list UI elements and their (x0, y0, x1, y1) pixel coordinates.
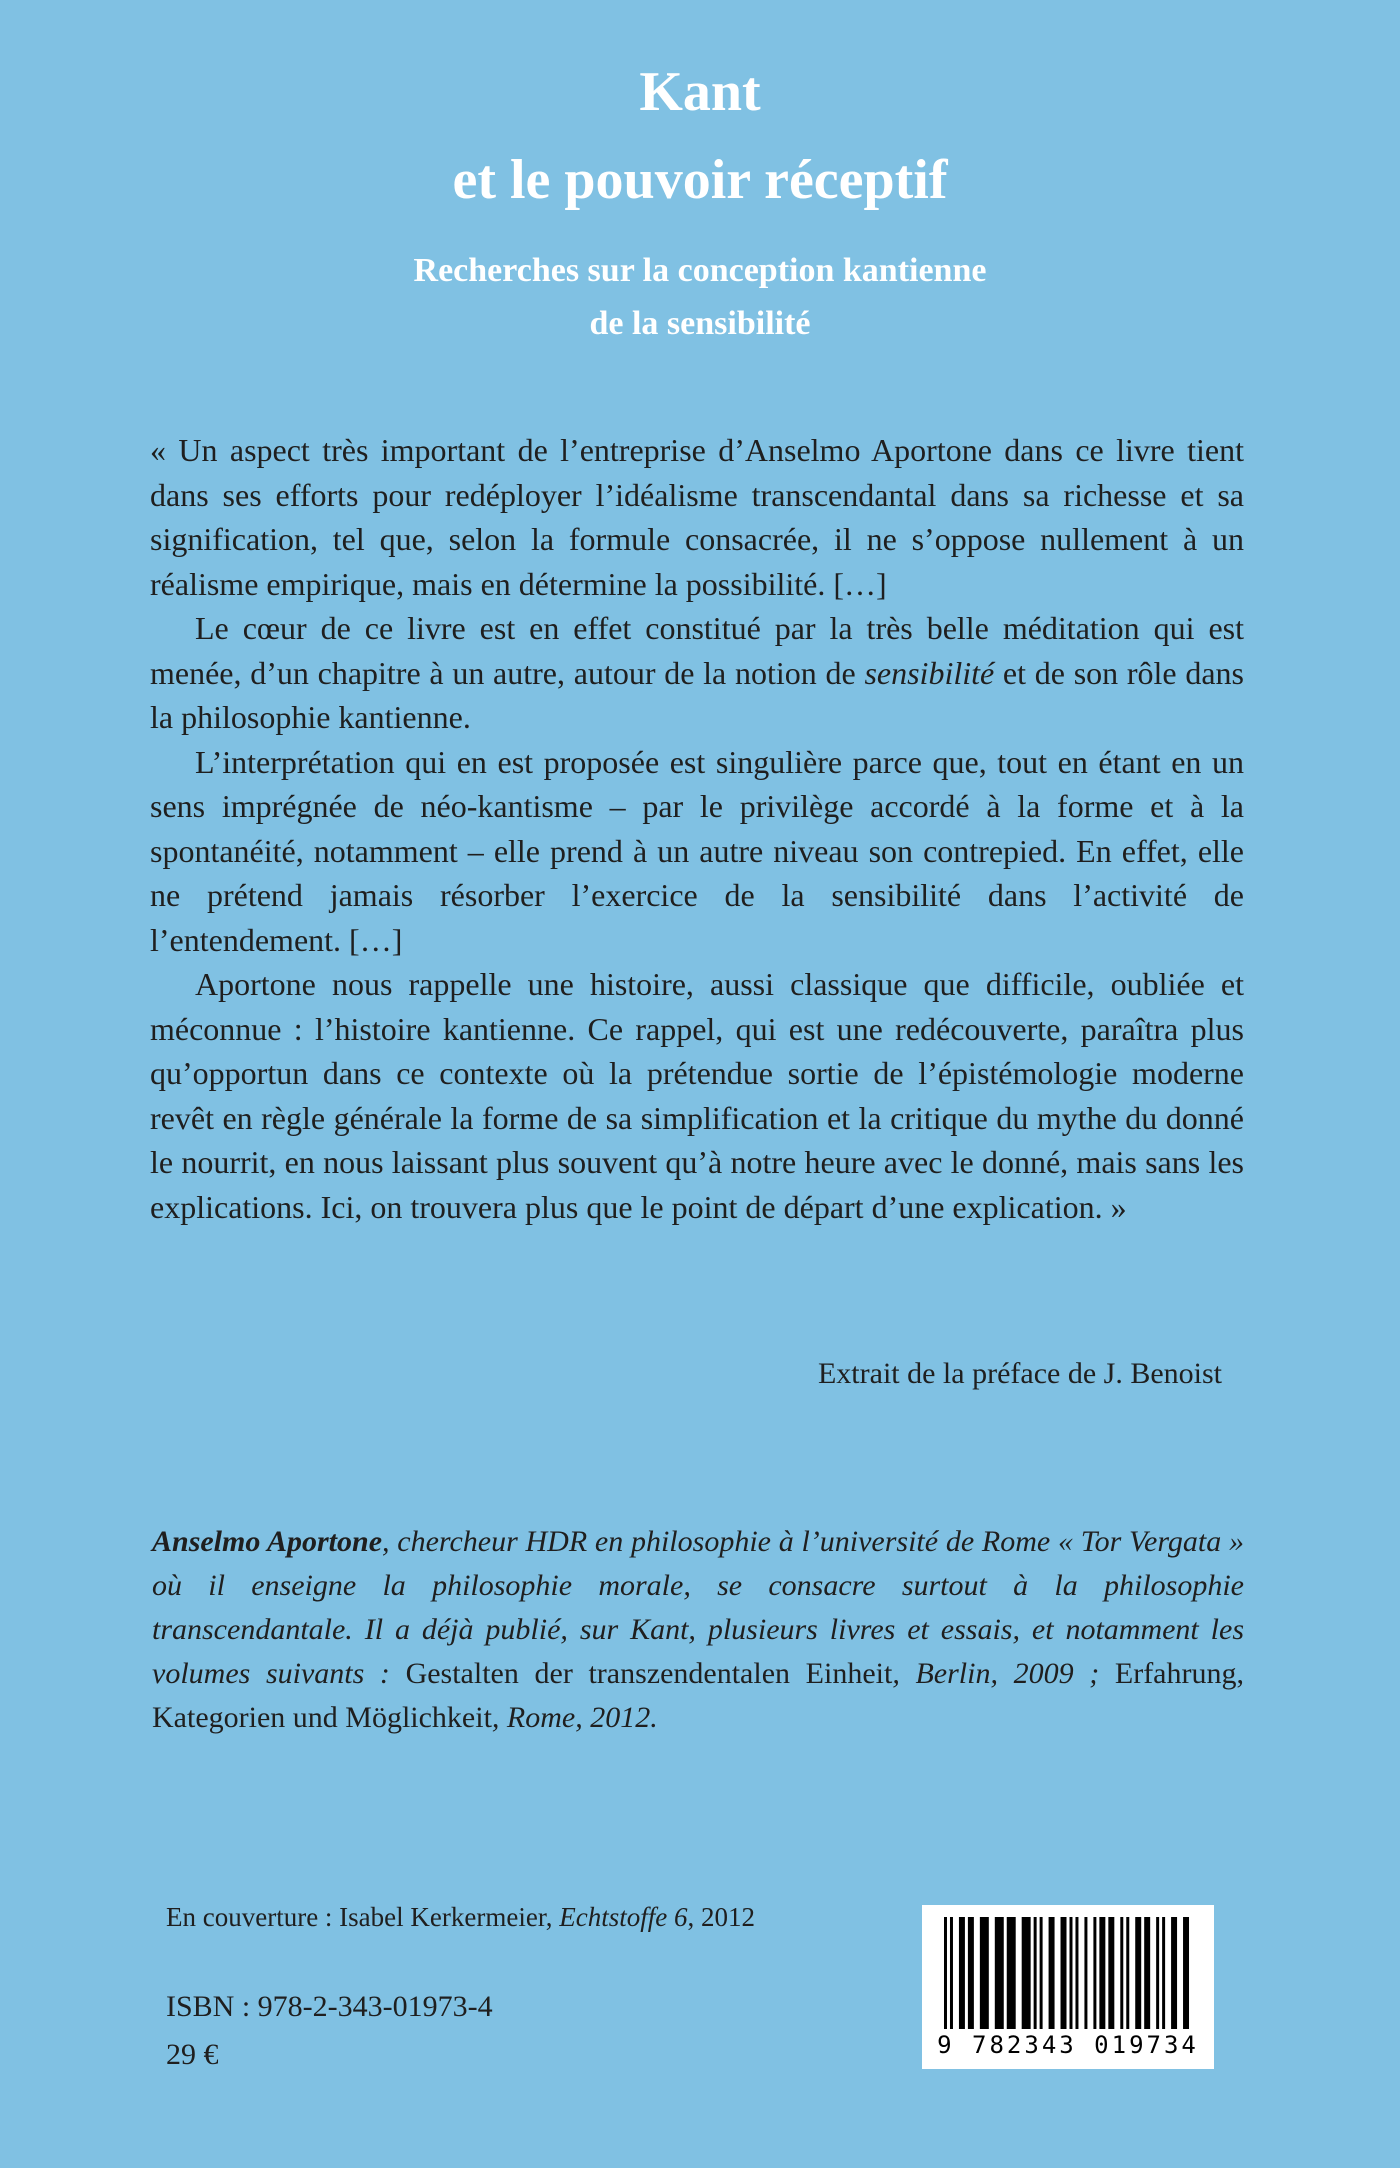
barcode-bar (1144, 1917, 1150, 2029)
barcode-bars (944, 1917, 1192, 2029)
subtitle-line-2: de la sensibilité (589, 305, 811, 342)
quote-paragraph-2-text-a: Le cœur de ce livre est en effet constitué par la très belle méditation qui est menée, d’un chapitre à un autre, autour de la notion de (150, 610, 1244, 691)
price: 29 € (166, 2038, 219, 2071)
preface-quote (150, 428, 1244, 1229)
barcode-bar (1022, 1917, 1031, 2029)
barcode-bar (959, 1917, 965, 2029)
barcode-bar (1099, 1917, 1105, 2029)
barcode-bar (1084, 1917, 1087, 2029)
barcode-bar (1135, 1917, 1141, 2029)
barcode (922, 1905, 1214, 2069)
quote-emphasis-sensibilite: sensibilité (864, 654, 995, 691)
cover-credit-suffix: , 2012 (687, 1902, 755, 1932)
cover-credit-prefix: En couverture : Isabel Kerkermeier, (166, 1902, 560, 1932)
author-name: Anselmo Aportone (152, 1525, 383, 1558)
barcode-bar (1034, 1917, 1037, 2029)
barcode-bar (1040, 1917, 1043, 2029)
bio-book-1: Gestalten der transzendentalen Einheit (405, 1657, 893, 1690)
subtitle-line-1: Recherches sur la conception kantienne (413, 252, 987, 289)
bio-text-3: , Rome, 2012. (491, 1701, 658, 1734)
title-line-2: et le pouvoir réceptif (452, 149, 948, 211)
preface-credit: Extrait de la préface de J. Benoist (817, 1357, 1222, 1390)
barcode-bar (1007, 1917, 1016, 2029)
barcode-bar (1061, 1917, 1067, 2029)
quote-paragraph-3: L’interprétation qui en est proposée est singulière parce que, tout en étant en un sens imprégnée de néo-kantisme – par le privilège accordé à la forme et à la spontanéité, notamment – elle prend à un autre niveau son contrepied. En effet, elle ne prétend jamais résorber l’exercice de la sensibilité dans l’activité de l’entendement. […] (150, 743, 1244, 958)
barcode-bar (950, 1917, 953, 2029)
quote-paragraph-1: « Un aspect très important de l’entreprise d’Anselmo Aportone dans ce livre tient dans ses efforts pour redéployer l’idéalisme transcendantal dans sa richesse et sa signification, tel que, selon la formule consacrée, il ne s’oppose nullement à un réalisme empirique, mais en détermine la possibilité. […] (150, 432, 1244, 602)
barcode-bar (944, 1917, 947, 2029)
barcode-bar (980, 1917, 989, 2029)
barcode-bar (1093, 1917, 1096, 2029)
quote-paragraph-2 (150, 606, 1244, 740)
bio-text-2: , Berlin, 2009 ; (892, 1657, 1115, 1690)
barcode-bar (1069, 1917, 1072, 2029)
bio-text-1: , chercheur HDR en philosophie à l’université de Rome « Tor Vergata » où il enseigne la philosophie morale, se consacre surtout à la philosophie transcendantale. Il a déjà publié, sur Kant, plusieurs livres et essais, et notamment les volumes suivants : (152, 1525, 1245, 1690)
barcode-bar (1162, 1917, 1165, 2029)
barcode-bar (1171, 1917, 1177, 2029)
barcode-bar (1075, 1917, 1078, 2029)
barcode-bar (1183, 1917, 1189, 2029)
isbn: ISBN : 978-2-343-01973-4 (166, 1990, 493, 2023)
barcode-bar (968, 1917, 974, 2029)
barcode-number: 9 782343 019734 (937, 2031, 1199, 2059)
barcode-bar (995, 1917, 1004, 2029)
cover-credit (166, 1902, 755, 1933)
barcode-bar (1049, 1917, 1055, 2029)
bio-book-2: Erfahrung, Kategorien und Möglichkeit (152, 1657, 1244, 1734)
barcode-bar (1156, 1917, 1159, 2029)
quote-paragraph-2-text-b: et de son rôle dans la philosophie kantienne. (150, 654, 1245, 735)
author-bio (152, 1520, 1244, 1740)
quote-paragraph-4: Aportone nous rappelle une histoire, aussi classique que difficile, oubliée et méconnue : l’histoire kantienne. Ce rappel, qui est une redécouverte, paraîtra plus qu’opportun dans ce contexte où la prétendue sortie de l’épistémologie moderne revêt en règle générale la forme de sa simplification et la critique du mythe du donné le nourrit, en nous laissant plus souvent qu’à notre heure avec le donné, mais sans les explications. Ici, on trouvera plus que le point de départ d’une explication. » (150, 966, 1244, 1225)
barcode-bar (1108, 1917, 1114, 2029)
barcode-bar (1120, 1917, 1123, 2029)
barcode-bar (1126, 1917, 1129, 2029)
cover-credit-work: Echtstoffe 6 (559, 1902, 688, 1932)
title-line-1: Kant (639, 61, 761, 123)
